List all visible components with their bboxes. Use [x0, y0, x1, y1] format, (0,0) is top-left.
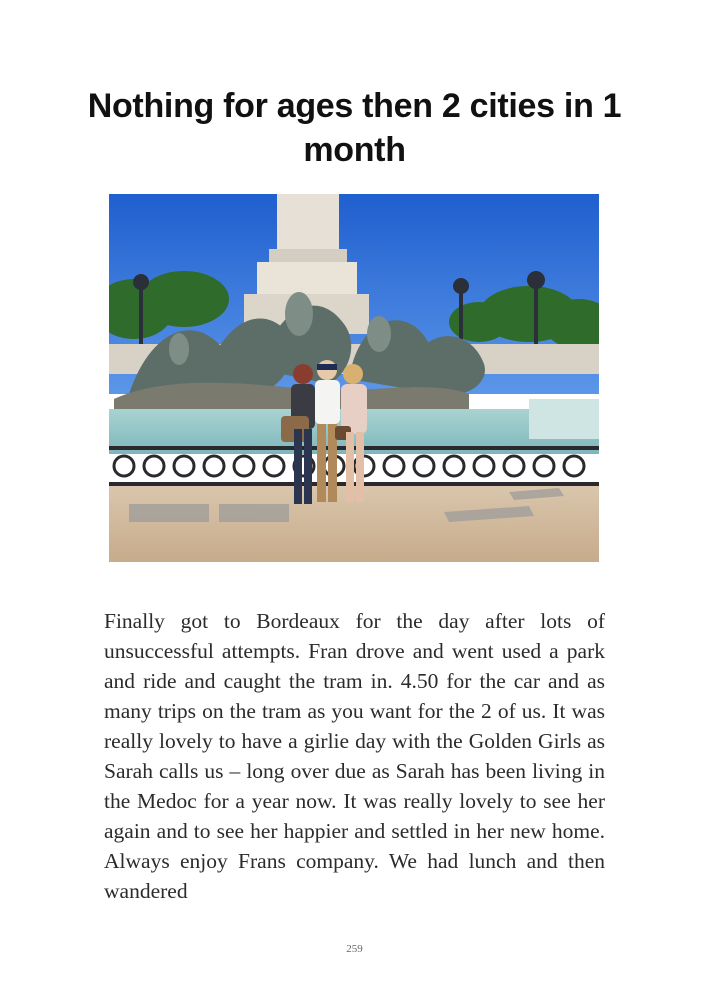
fountain-photo: [109, 194, 599, 562]
page-number: 259: [346, 943, 363, 955]
page-title: Nothing for ages then 2 cities in 1 month: [87, 87, 622, 169]
body-paragraph: Finally got to Bordeaux for the day after lots of unsuccessful attempts. Fran drove and went used a park and ride and caught the tram in. 4.50 for the car and as many trips on the tram as you want for the 2 of us. It was really lovely to have a girlie day with the Golden Girls as Sarah calls us – long over due as Sarah has been living in the Medoc for a year now. It was really lovely to see her again and to see her happier and settled in her new home. Always enjoy Frans company. We had lunch and then wandered: [104, 609, 605, 903]
